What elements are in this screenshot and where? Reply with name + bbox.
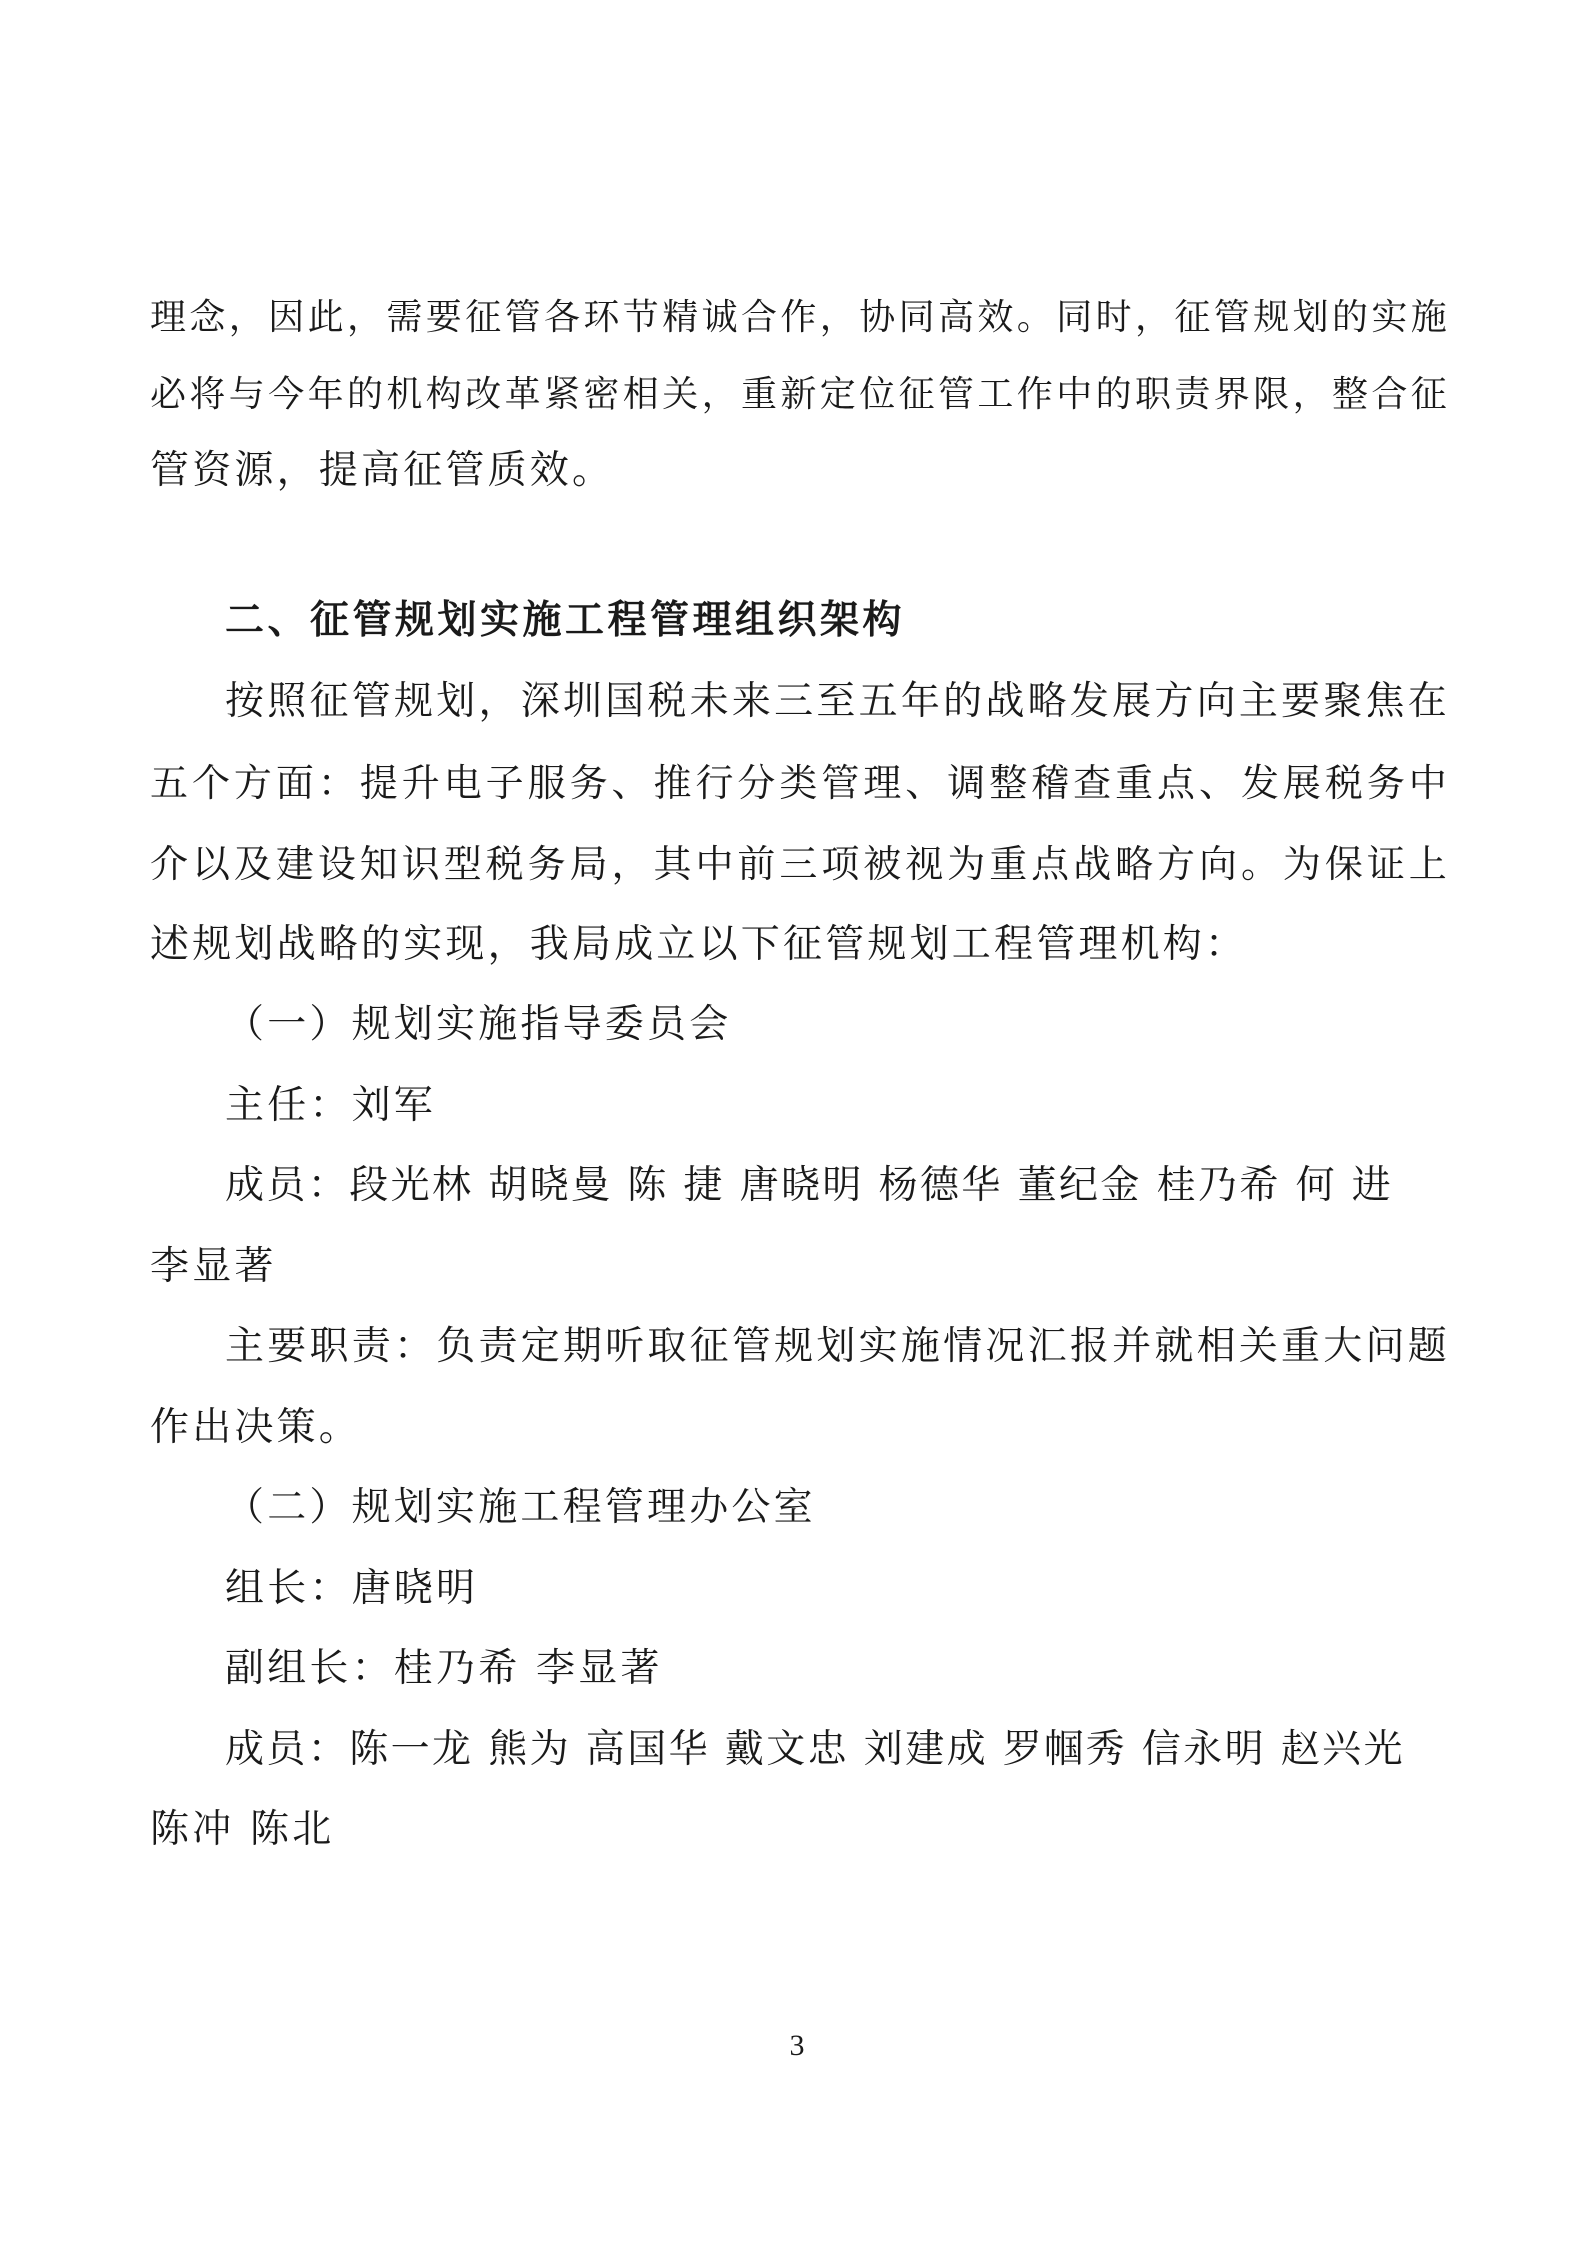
subsection-title: （二）规划实施工程管理办公室 [225, 1485, 816, 1530]
paragraph-line: 必将与今年的机构改革紧密相关，重新定位征管工作中的职责界限，整合征 [150, 374, 1450, 415]
subsection-title: （一）规划实施指导委员会 [225, 1002, 732, 1047]
office-members-continued: 陈冲 陈北 [150, 1807, 335, 1852]
committee-members: 成员：段光林 胡晓曼 陈 捷 唐晓明 杨德华 董纪金 桂乃希 何 进 [225, 1163, 1394, 1208]
paragraph-line: 述规划战略的实现，我局成立以下征管规划工程管理机构： [150, 922, 1248, 967]
page-number: 3 [789, 2029, 805, 2062]
paragraph-line: 介以及建设知识型税务局，其中前三项被视为重点战略方向。为保证上 [150, 842, 1450, 886]
paragraph-line: 按照征管规划，深圳国税未来三至五年的战略发展方向主要聚焦在 [225, 679, 1450, 724]
paragraph-line: 五个方面：提升电子服务、推行分类管理、调整稽查重点、发展税务中 [150, 761, 1450, 805]
office-members: 成员：陈一龙 熊为 高国华 戴文忠 刘建成 罗帼秀 信永明 赵兴光 [225, 1727, 1405, 1772]
paragraph-line: 理念，因此，需要征管各环节精诚合作，协同高效。同时，征管规划的实施 [150, 297, 1450, 338]
committee-members-continued: 李显著 [150, 1244, 277, 1289]
committee-duties-continued: 作出决策。 [150, 1405, 362, 1450]
office-deputy-leader: 副组长：桂乃希 李显著 [225, 1646, 663, 1691]
committee-duties: 主要职责：负责定期听取征管规划实施情况汇报并就相关重大问题 [225, 1324, 1450, 1369]
paragraph-line: 管资源，提高征管质效。 [150, 448, 615, 493]
office-leader: 组长：唐晓明 [225, 1566, 479, 1611]
section-heading: 二、征管规划实施工程管理组织架构 [225, 598, 906, 643]
committee-director: 主任：刘军 [225, 1083, 437, 1128]
